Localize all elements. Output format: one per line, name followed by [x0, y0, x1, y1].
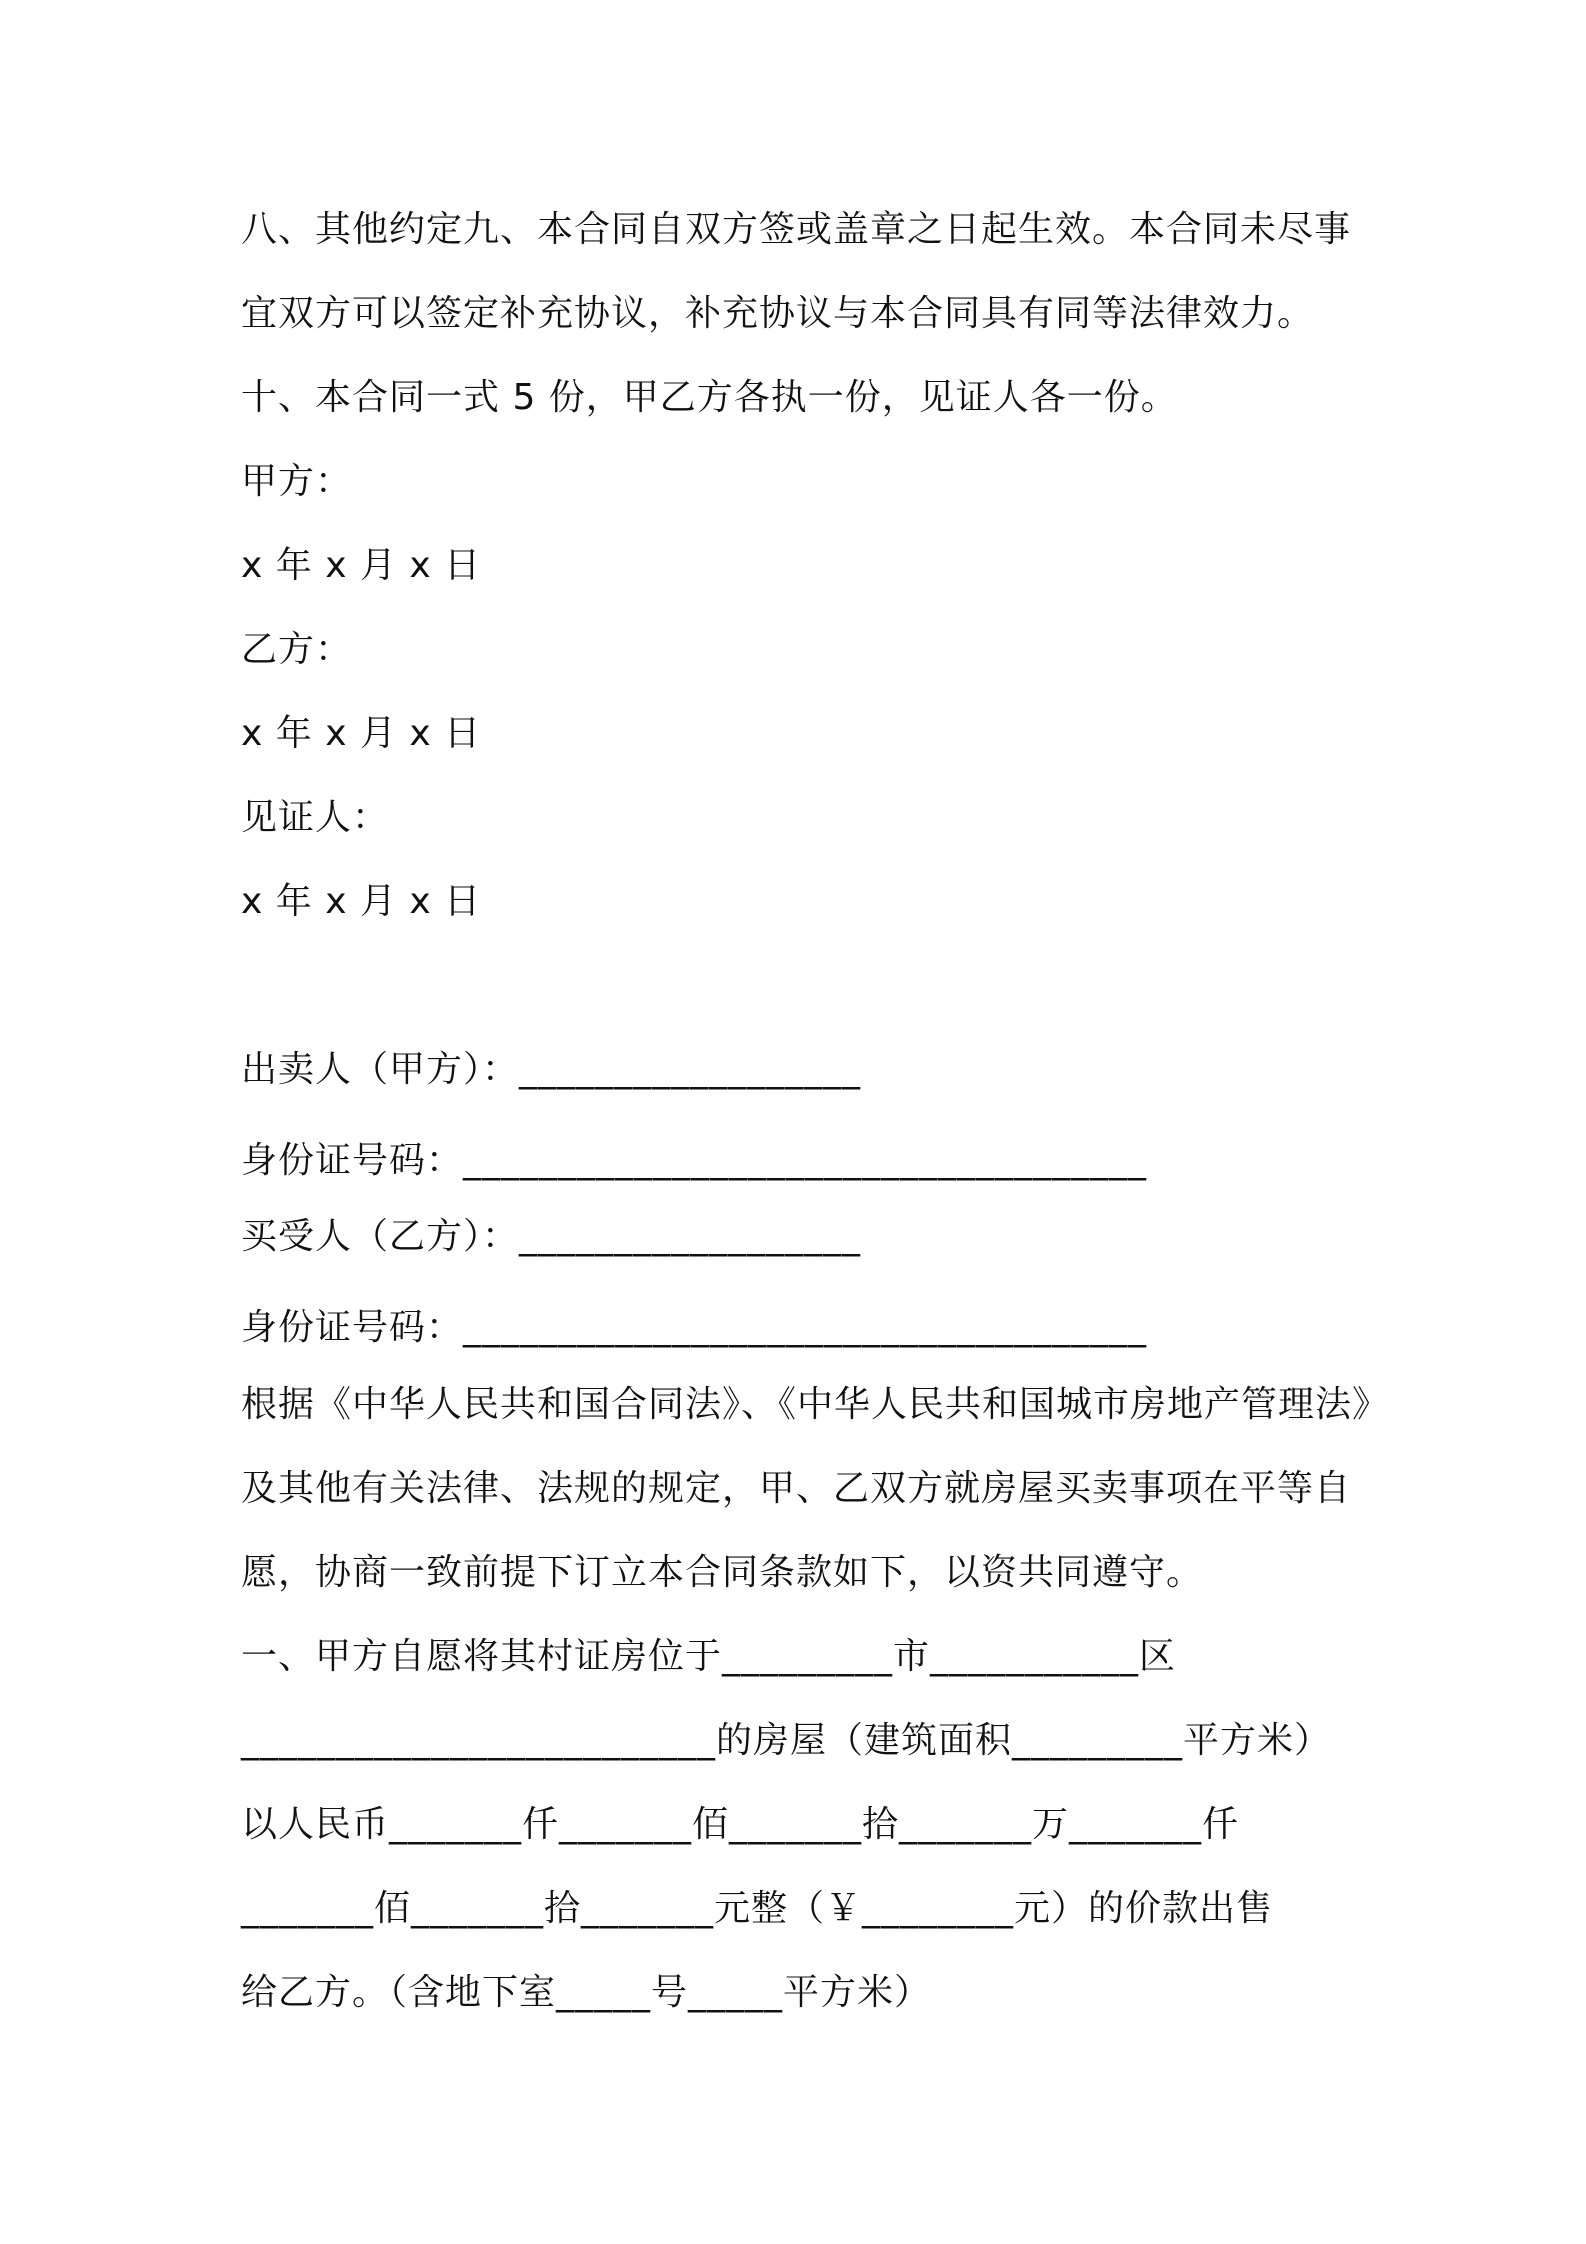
clause-10: 十、本合同一式 5 份，甲乙方各执一份，见证人各一份。 — [241, 377, 1178, 418]
buyer-field: 买受人（乙方）：__________________ — [241, 1216, 862, 1257]
clause-1-line-2: _________________________的房屋（建筑面积_________平方米） — [241, 1720, 1332, 1761]
seller-id-field: 身份证号码：____________________________________ — [241, 1140, 1148, 1181]
seller-field: 出卖人（甲方）：__________________ — [241, 1049, 862, 1090]
witness-label: 见证人： — [241, 797, 390, 838]
preamble-line-2: 及其他有关法律、法规的规定，甲、乙双方就房屋买卖事项在平等自 — [241, 1468, 1352, 1509]
clause-1-line-3: 以人民币_______仟_______佰_______拾_______万_______仟 — [241, 1804, 1240, 1845]
preamble-line-1: 根据《中华人民共和国合同法》、《中华人民共和国城市房地产管理法》 — [241, 1384, 1390, 1425]
preamble-line-3: 愿，协商一致前提下订立本合同条款如下，以资共同遵守。 — [241, 1552, 1204, 1593]
clause-1-line-1: 一、甲方自愿将其村证房位于_________市___________区 — [241, 1636, 1177, 1677]
party-b-label: 乙方： — [241, 629, 353, 670]
clause-1-line-5: 给乙方。（含地下室_____号_____平方米） — [241, 1972, 932, 2013]
party-b-date: x 年 x 月 x 日 — [241, 713, 482, 754]
clause-1-line-4: _______佰_______拾_______元整（￥________元）的价款出售 — [241, 1888, 1274, 1929]
party-a-date: x 年 x 月 x 日 — [241, 545, 482, 586]
witness-date: x 年 x 月 x 日 — [241, 881, 482, 922]
party-a-label: 甲方： — [241, 461, 353, 502]
buyer-id-field: 身份证号码：____________________________________ — [241, 1307, 1148, 1348]
clause-9-line-2: 宜双方可以签定补充协议，补充协议与本合同具有同等法律效力。 — [241, 293, 1315, 334]
clause-8-9-line-1: 八、其他约定九、本合同自双方签或盖章之日起生效。本合同未尽事 — [241, 209, 1352, 250]
